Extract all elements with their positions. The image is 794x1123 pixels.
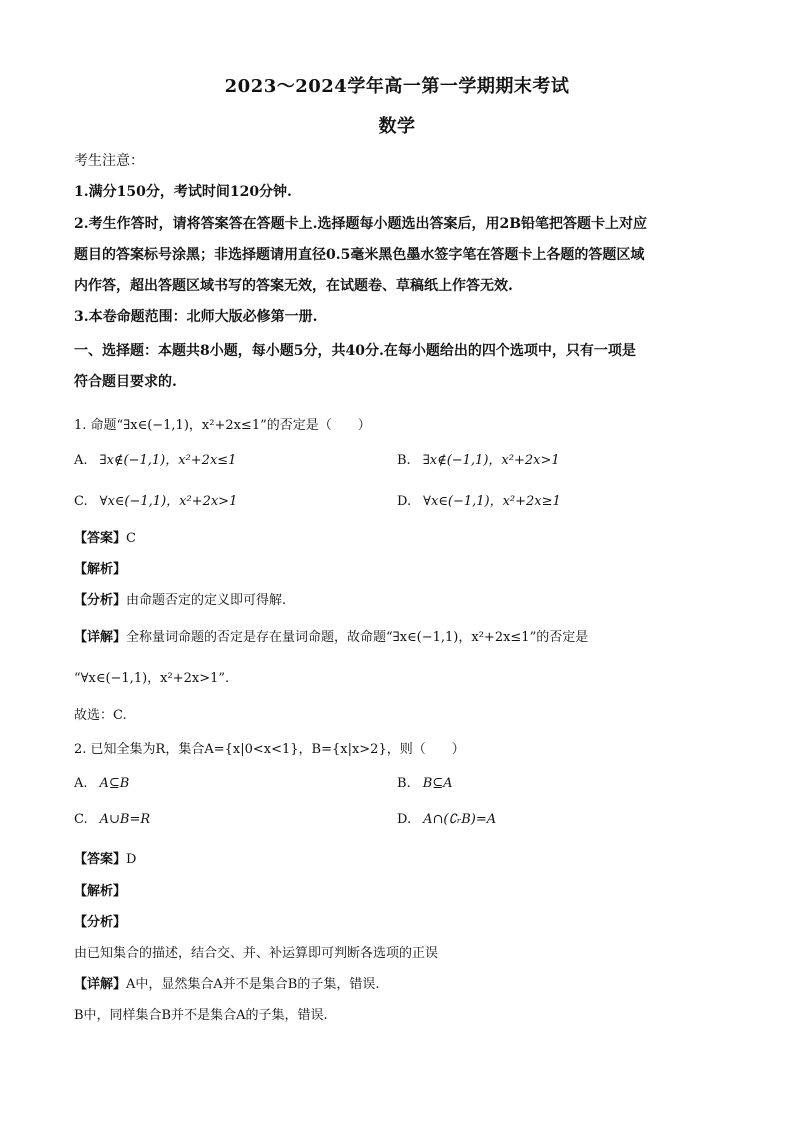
section-heading: 一、选择题：本题共8小题，每小题5分，共40分.在每小题给出的四个选项中，只有一项是 bbox=[74, 343, 636, 359]
q1-fenxi bbox=[74, 589, 286, 608]
q2-option-c bbox=[74, 812, 150, 827]
q2-option-a-text: A⊆B bbox=[99, 776, 130, 791]
q1-option-a-text: ∃x∉(−1,1)，x²+2x≤1 bbox=[99, 453, 237, 468]
q2-option-b-key: B. bbox=[397, 776, 411, 791]
q2-stem: 2. 已知全集为R，集合A={x|0<x<1}，B={x|x>2}，则（ ） bbox=[74, 742, 465, 757]
q1-detail bbox=[74, 626, 588, 645]
q2-fenxi-text: 由已知集合的描述，结合交、并、补运算即可判断各选项的正误 bbox=[74, 946, 439, 961]
q1-detail-cont: “∀x∈(−1,1)，x²+2x>1”. bbox=[74, 671, 230, 686]
q2-option-d-key: D. bbox=[397, 812, 412, 827]
q1-option-d bbox=[397, 490, 561, 509]
notice-header: 考生注意： bbox=[74, 153, 144, 169]
q1-stem: 1. 命题“∃x∈(−1,1)，x²+2x≤1”的否定是（ ） bbox=[74, 418, 371, 433]
q1-detail-text: 全称量词命题的否定是存在量词命题，故命题“∃x∈(−1,1)，x²+2x≤1”的否定是 bbox=[126, 630, 589, 645]
notice-item-2: 2.考生作答时，请将答案答在答题卡上.选择题每小题选出答案后，用2B铅笔把答题卡上对应 bbox=[74, 216, 648, 232]
q1-fenxi-tag: 【分析】 bbox=[74, 593, 127, 608]
q2-option-c-text: A∪B=R bbox=[99, 812, 151, 827]
q2-answer-value: D bbox=[126, 852, 137, 867]
q2-option-a bbox=[74, 776, 129, 791]
notice-item-2-cont: 题目的答案标号涂黑；非选择题请用直径0.5毫米黑色墨水签字笔在答题卡上各题的答题区域 bbox=[74, 247, 645, 263]
q1-analysis-tag: 【解析】 bbox=[74, 562, 127, 577]
q2-answer-tag: 【答案】 bbox=[74, 852, 127, 867]
subject-title: 数学 bbox=[378, 116, 416, 137]
q1-option-a-key: A. bbox=[74, 453, 88, 468]
q2-detail-tag: 【详解】 bbox=[74, 977, 127, 992]
q1-option-d-text: ∀x∈(−1,1)，x²+2x≥1 bbox=[423, 494, 561, 509]
q1-option-c-key: C. bbox=[74, 494, 88, 509]
q1-option-d-key: D. bbox=[397, 494, 412, 509]
q1-answer bbox=[74, 527, 136, 546]
q1-option-c-text: ∀x∈(−1,1)，x²+2x>1 bbox=[99, 494, 238, 509]
q1-detail-tag: 【详解】 bbox=[74, 630, 127, 645]
q2-option-b-text: B⊆A bbox=[422, 776, 453, 791]
section-heading-cont: 符合题目要求的. bbox=[74, 374, 177, 390]
q2-detail-text: A中，显然集合A并不是集合B的子集，错误. bbox=[126, 977, 380, 992]
q2-answer bbox=[74, 848, 136, 867]
q2-option-c-key: C. bbox=[74, 812, 88, 827]
q1-option-a bbox=[74, 449, 236, 468]
q2-detail bbox=[74, 973, 379, 992]
notice-item-3: 3.本卷命题范围：北师大版必修第一册. bbox=[74, 309, 318, 325]
notice-item-1: 1.满分150分，考试时间120分钟. bbox=[74, 184, 292, 200]
q2-option-d bbox=[397, 812, 496, 827]
q2-option-d-text: A∩(∁ᵣB)=A bbox=[423, 812, 497, 827]
q2-fenxi-tag: 【分析】 bbox=[74, 915, 127, 930]
q2-analysis-tag: 【解析】 bbox=[74, 884, 127, 899]
q2-detail-cont: B中，同样集合B并不是集合A的子集，错误. bbox=[74, 1008, 328, 1023]
q1-option-c bbox=[74, 490, 237, 509]
notice-item-2-cont-2: 内作答，超出答题区域书写的答案无效，在试题卷、草稿纸上作答无效. bbox=[74, 278, 513, 294]
q1-fenxi-text: 由命题否定的定义即可得解. bbox=[126, 593, 287, 608]
q1-answer-value: C bbox=[126, 531, 136, 546]
q1-conclusion: 故选：C. bbox=[74, 708, 127, 723]
q1-option-b-key: B. bbox=[397, 453, 411, 468]
q2-option-a-key: A. bbox=[74, 776, 88, 791]
q1-option-b-text: ∃x∉(−1,1)，x²+2x>1 bbox=[422, 453, 560, 468]
q2-option-b bbox=[397, 776, 453, 791]
q1-option-b bbox=[397, 449, 560, 468]
q1-answer-tag: 【答案】 bbox=[74, 531, 127, 546]
exam-title: 2023～2024学年高一第一学期期末考试 bbox=[224, 76, 570, 97]
